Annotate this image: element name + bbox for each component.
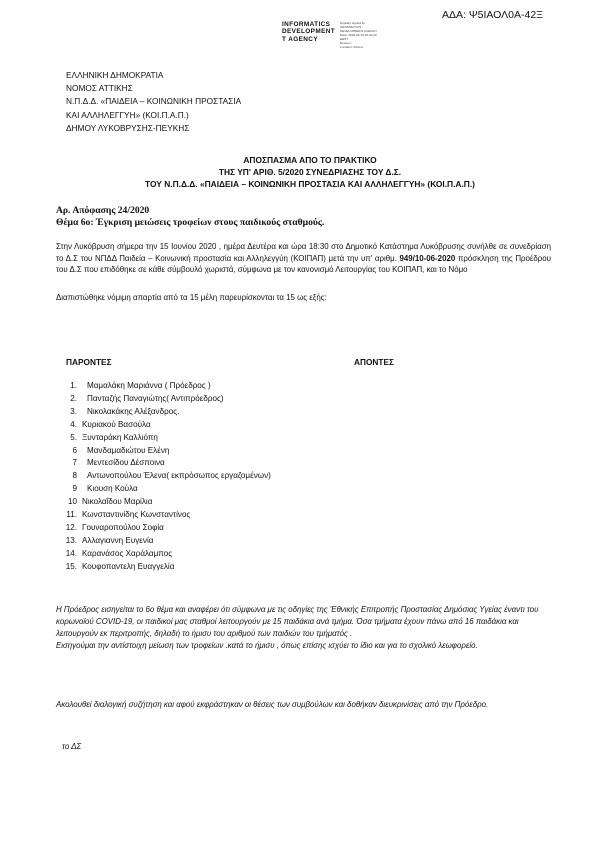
member-name: Μεντεσίδου Δέσποινα bbox=[87, 458, 165, 468]
member-name: Κυριακού Βασούλα bbox=[82, 419, 151, 429]
stamp-fine-print bbox=[340, 21, 377, 49]
stamp-fine-line: Location: Athens bbox=[340, 45, 363, 49]
header-line: ΚΑΙ ΑΛΛΗΛΕΓΓΥΗ» (ΚΟΙ.Π.Α.Π.) bbox=[66, 109, 189, 120]
invitation-reference: 949/10-06-2020 bbox=[399, 253, 456, 263]
stamp-fine-line: EEST bbox=[340, 37, 349, 41]
member-name: Αντωνοπούλου Έλενα( εκπρόσωπος εργαζομένων) bbox=[87, 471, 271, 481]
decision-block bbox=[56, 205, 324, 228]
list-item bbox=[59, 380, 271, 393]
member-name: Πανταζής Παναγιώτης( Αντιπρόεδρος) bbox=[87, 393, 224, 403]
member-name: Μανδαμαδιώτου Ελένη bbox=[87, 445, 170, 455]
member-number: 5. bbox=[70, 432, 77, 442]
proposal-paragraph: Εισηγούμαι την αντίστοιχη μείωση των τροφείων .κατά το ήμισυ , όπως επίσης ισχύει το ίδιο και για το σχολικό λεωφορείο. bbox=[56, 641, 478, 651]
decision-number: Αρ. Απόφασης 24/2020 bbox=[56, 205, 150, 216]
list-item bbox=[59, 470, 271, 483]
intro-text: Στην Λυκόβρυση σήμερα την 15 Ιουνίου 2020 , ημέρα Δευτέρα και ώρα 18:30 στο Δημοτικό Κατάστημα Λυκόβρυσης συνήλθε σε συνεδρίαση το Δ.Σ του ΝΠΔΔ Παιδεία – Κοινωνική προστασία και Αλληλεγγύη (ΚΟΙΠΑΠ) μετά την υπ' αριθμ. bbox=[56, 242, 551, 263]
member-name: Γουναροπούλου Σοφία bbox=[82, 522, 164, 532]
member-number: 9 bbox=[72, 484, 77, 494]
member-name: Κωνσταντινίδης Κωνσταντίνος bbox=[82, 510, 191, 520]
list-item bbox=[59, 509, 271, 522]
document-title bbox=[40, 154, 580, 191]
member-name: Αλλαγιαννη Ευγενία bbox=[82, 535, 154, 545]
absent-heading: ΑΠΟΝΤΕΣ bbox=[354, 357, 395, 367]
proposal-paragraph: Η Πρόεδρος εισηγείται το 6ο θέμα και αναφέρει ότι σύμφωνα με τις οδηγίες της 'Εθνικής Επιτροπής Προστασίας Δημόσιας Υγείας έναντι του κορωνοϊού COVID-19, οι παιδικοί μας σταθμοί λειτουργούν με 15 παιδάκια ανά τμήμα. Όσα τμήματα έχουν πάνω από 16 παιδάκια και λειτουργούν εκ περιτροπής, δηλαδή το ήμισυ του αριθμού των παιδιών του τμήματός . bbox=[56, 605, 539, 639]
member-number: 8 bbox=[72, 471, 77, 481]
list-item bbox=[59, 406, 271, 419]
discussion-paragraph: Ακολουθεί διαλογική συζήτηση και αφού εκφράστηκαν οι θέσεις των συμβούλων και δοθήκαν διευκρινίσεις από την Πρόεδρο. bbox=[56, 700, 489, 709]
present-heading: ΠΑΡΟΝΤΕΣ bbox=[66, 357, 112, 367]
list-item bbox=[59, 445, 271, 458]
member-number: 10 bbox=[67, 497, 77, 507]
member-number: 13. bbox=[65, 535, 77, 545]
present-members-list bbox=[59, 380, 271, 574]
member-name: Ξυνταράκη Καλλιόπη bbox=[82, 432, 158, 442]
intro-paragraph bbox=[56, 241, 551, 276]
stamp-fine-line: Reason: bbox=[340, 41, 352, 45]
member-name: Νικολαΐδου Μαρίλια bbox=[82, 497, 153, 507]
list-item bbox=[59, 522, 271, 535]
member-name: Νικολακάκης Αλέξανδρος. bbox=[87, 406, 180, 416]
stamp-org-name bbox=[282, 21, 335, 49]
intro-text: πρόσκληση της Προέδρου του Δ.Σ που επιδόθηκε σε κάθε σύμβουλό χωριστά, σύμφωνα με τον κανονισμό Λειτουργίας του ΚΟΙΠΑΠ, και το Νόμο bbox=[56, 253, 551, 275]
list-item bbox=[59, 432, 271, 445]
stamp-fine-line: INFORMATICS bbox=[340, 25, 362, 29]
member-number: 11. bbox=[66, 510, 77, 520]
decision-subject: Θέμα 6ο: Έγκριση μειώσεις τροφείων στους παιδικούς σταθμούς. bbox=[56, 216, 325, 228]
stamp-line: T AGENCY bbox=[282, 35, 318, 43]
list-item bbox=[59, 535, 271, 548]
stamp-fine-line: DEVELOPMENT AGENCY bbox=[340, 29, 378, 33]
member-name: Κουφοπαντελη Ευαγγελία bbox=[82, 561, 175, 571]
quorum-statement: Διαπιστώθηκε νόμιμη απαρτία από τα 15 μέλη παρευρίσκονται τα 15 ως εξής: bbox=[56, 293, 327, 302]
member-number: 6 bbox=[72, 445, 77, 455]
member-number: 14. bbox=[65, 548, 77, 558]
list-item bbox=[59, 457, 271, 470]
member-number: 15. bbox=[65, 561, 77, 571]
discussion-text bbox=[56, 699, 554, 711]
stamp-fine-line: Digitally signed by bbox=[340, 21, 365, 25]
member-number: 7 bbox=[72, 458, 77, 468]
member-name: Μαμαλάκη Μαριάννα ( Πρόεδρος ) bbox=[87, 381, 211, 390]
member-name: Κιουση Κούλα bbox=[87, 484, 138, 494]
list-item bbox=[59, 561, 271, 574]
list-item bbox=[59, 548, 271, 561]
closing-line: το ΔΣ bbox=[62, 742, 82, 751]
stamp-fine-line: Date: 2020.06.18 15:02:22 bbox=[340, 33, 377, 37]
title-line: ΤΗΣ ΥΠ' ΑΡΙΘ. 5/2020 ΣΥΝΕΔΡΙΑΣΗΣ ΤΟΥ Δ.Σ. bbox=[218, 167, 402, 178]
proposal-text bbox=[56, 604, 556, 652]
digital-signature-stamp bbox=[282, 21, 377, 49]
issuer-header bbox=[66, 69, 241, 135]
list-item bbox=[59, 496, 271, 509]
ada-code: ΑΔΑ: Ψ5ΙΑΟΛ0Α-42Ξ bbox=[442, 9, 544, 21]
title-line: ΤΟΥ Ν.Π.Δ.Δ. «ΠΑΙΔΕΙΑ – ΚΟΙΝΩΝΙΚΗ ΠΡΟΣΤΑΣΙΑ ΚΑΙ ΑΛΛΗΛΕΓΓΥΗ» (ΚΟΙ.Π.Α.Π.) bbox=[145, 179, 475, 190]
header-line: ΕΛΛΗΝΙΚΗ ΔΗΜΟΚΡΑΤΙΑ bbox=[66, 70, 164, 80]
list-item bbox=[59, 483, 271, 496]
header-line: Ν.Π.Δ.Δ. «ΠΑΙΔΕΙΑ – ΚΟΙΝΩΝΙΚΗ ΠΡΟΣΤΑΣΙΑ bbox=[66, 96, 242, 107]
stamp-line: DEVELOPMENT bbox=[282, 28, 336, 36]
title-line: ΑΠΟΣΠΑΣΜΑ ΑΠΟ ΤΟ ΠΡΑΚΤΙΚΟ bbox=[243, 155, 377, 165]
header-line: ΝΟΜΟΣ ΑΤΤΙΚΗΣ bbox=[66, 83, 133, 94]
list-item bbox=[59, 419, 271, 432]
member-number: 4. bbox=[70, 419, 77, 429]
member-name: Καρανάσος Χαράλαμπος bbox=[82, 548, 173, 558]
member-number: 12. bbox=[65, 522, 77, 532]
member-number: 1. bbox=[70, 381, 77, 390]
stamp-line: INFORMATICS bbox=[282, 21, 331, 28]
member-number: 3. bbox=[70, 406, 77, 416]
list-item bbox=[59, 393, 271, 406]
header-line: ΔΗΜΟΥ ΛΥΚΟΒΡΥΣΗΣ-ΠΕΥΚΗΣ bbox=[66, 122, 190, 133]
member-number: 2. bbox=[70, 393, 77, 403]
